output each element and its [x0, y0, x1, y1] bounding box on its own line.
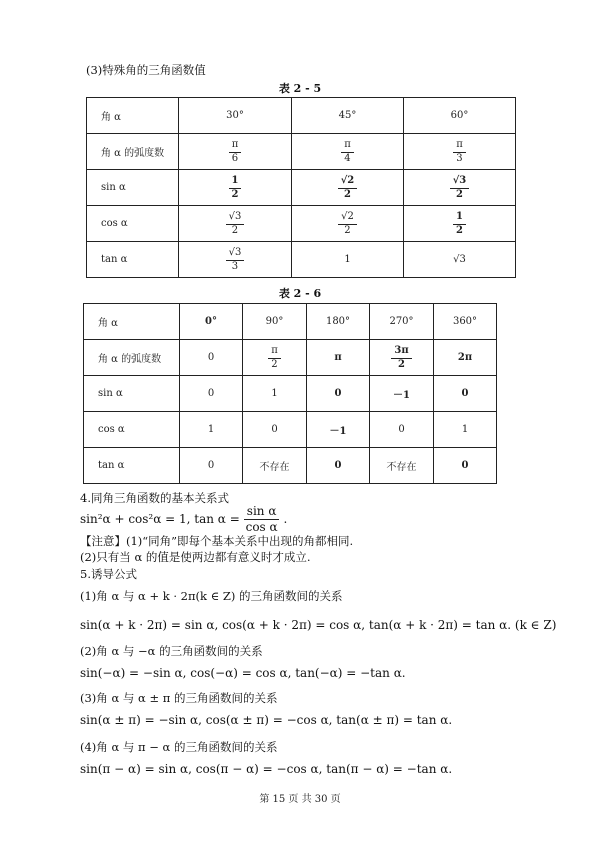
section3-title: (3)特殊角的三角函数值 [86, 63, 206, 77]
row-tan-label: tan α [87, 242, 179, 278]
cell: －1 [307, 412, 370, 448]
cell: 0 [180, 340, 243, 376]
header-360: 360° [434, 304, 497, 340]
induction-1-title: (1)角 α 与 α + k · 2π(k ∈ Z) 的三角函数间的关系 [80, 589, 343, 603]
row-tan-label: tan α [84, 448, 180, 484]
table1-caption: 表 2 - 5 [278, 82, 322, 95]
header-angle: 角 α [87, 98, 179, 134]
cell: 1 [243, 376, 307, 412]
cell: －1 [370, 376, 434, 412]
cell: $\frac{\pi}{3}$ [404, 134, 516, 170]
header-60: 60° [404, 98, 516, 134]
cell: 0 [434, 376, 497, 412]
induction-3-title: (3)角 α 与 α ± π 的三角函数间的关系 [80, 691, 278, 705]
identity-fraction: $\frac{\text{sin α}}{\text{cos α}}$ [245, 504, 278, 534]
header-90: 90° [243, 304, 307, 340]
cell: 0 [307, 376, 370, 412]
cell: 0 [180, 376, 243, 412]
special-angle-table-1 [86, 97, 516, 278]
header-180: 180° [307, 304, 370, 340]
induction-4-title: (4)角 α 与 π − α 的三角函数间的关系 [80, 740, 278, 754]
cell: 0 [243, 412, 307, 448]
header-30: 30° [179, 98, 292, 134]
cell: √3 [404, 242, 516, 278]
header-0: 0° [180, 304, 243, 340]
identity-formula [80, 505, 287, 533]
cell: 0 [307, 448, 370, 484]
cell: 0 [180, 448, 243, 484]
cell: $\frac{\pi}{2}$ [243, 340, 307, 376]
row-sin-label: sin α [84, 376, 180, 412]
row-sin-label: sin α [87, 170, 179, 206]
cell: $\frac{√3}{2}$ [179, 206, 292, 242]
note-1: 【注意】(1)“同角”即每个基本关系中出现的角都相同. [80, 534, 354, 548]
induction-1-formula: sin(α + k · 2π) = sin α, cos(α + k · 2π) = cos α, tan(α + k · 2π) = tan α. (k ∈ Z) [80, 618, 557, 632]
row-cos-label: cos α [87, 206, 179, 242]
cell: 不存在 [370, 448, 434, 484]
cell: π [307, 340, 370, 376]
induction-2-formula: sin(−α) = −sin α, cos(−α) = cos α, tan(−α) = −tan α. [80, 666, 406, 680]
section4-title: 4.同角三角函数的基本关系式 [80, 491, 229, 505]
cell: $\frac{√2}{2}$ [292, 206, 404, 242]
row-radian-label: 角 α 的弧度数 [87, 134, 179, 170]
header-45: 45° [292, 98, 404, 134]
cell: $\frac{3\pi}{2}$ [370, 340, 434, 376]
cell: $\frac{1}{2}$ [404, 206, 516, 242]
cell: 不存在 [243, 448, 307, 484]
identity-formula-left: sin²α + cos²α = 1, tan α = [80, 512, 240, 527]
cell: 1 [180, 412, 243, 448]
cell: $\frac{\pi}{6}$ [179, 134, 292, 170]
cell: $\frac{\pi}{4}$ [292, 134, 404, 170]
note-2: (2)只有当 α 的值是使两边都有意义时才成立. [80, 550, 311, 564]
header-angle: 角 α [84, 304, 180, 340]
cell: $\frac{√3}{2}$ [404, 170, 516, 206]
table2-caption: 表 2 - 6 [278, 287, 322, 300]
section5-title: 5.诱导公式 [80, 567, 137, 581]
special-angle-table-2 [83, 303, 497, 484]
identity-formula-end: . [283, 512, 288, 527]
induction-2-title: (2)角 α 与 −α 的三角函数间的关系 [80, 644, 263, 658]
cell: 0 [370, 412, 434, 448]
header-270: 270° [370, 304, 434, 340]
cell: $\frac{√2}{2}$ [292, 170, 404, 206]
cell: $\frac{√3}{3}$ [179, 242, 292, 278]
cell: $\frac{1}{2}$ [179, 170, 292, 206]
induction-4-formula: sin(π − α) = sin α, cos(π − α) = −cos α, tan(π − α) = −tan α. [80, 762, 453, 776]
page-footer: 第 15 页 共 30 页 [259, 794, 341, 805]
cell: 0 [434, 448, 497, 484]
cell: 1 [434, 412, 497, 448]
induction-3-formula: sin(α ± π) = −sin α, cos(α ± π) = −cos α, tan(α ± π) = tan α. [80, 713, 453, 727]
row-radian-label: 角 α 的弧度数 [84, 340, 180, 376]
cell: 2π [434, 340, 497, 376]
cell: 1 [292, 242, 404, 278]
row-cos-label: cos α [84, 412, 180, 448]
